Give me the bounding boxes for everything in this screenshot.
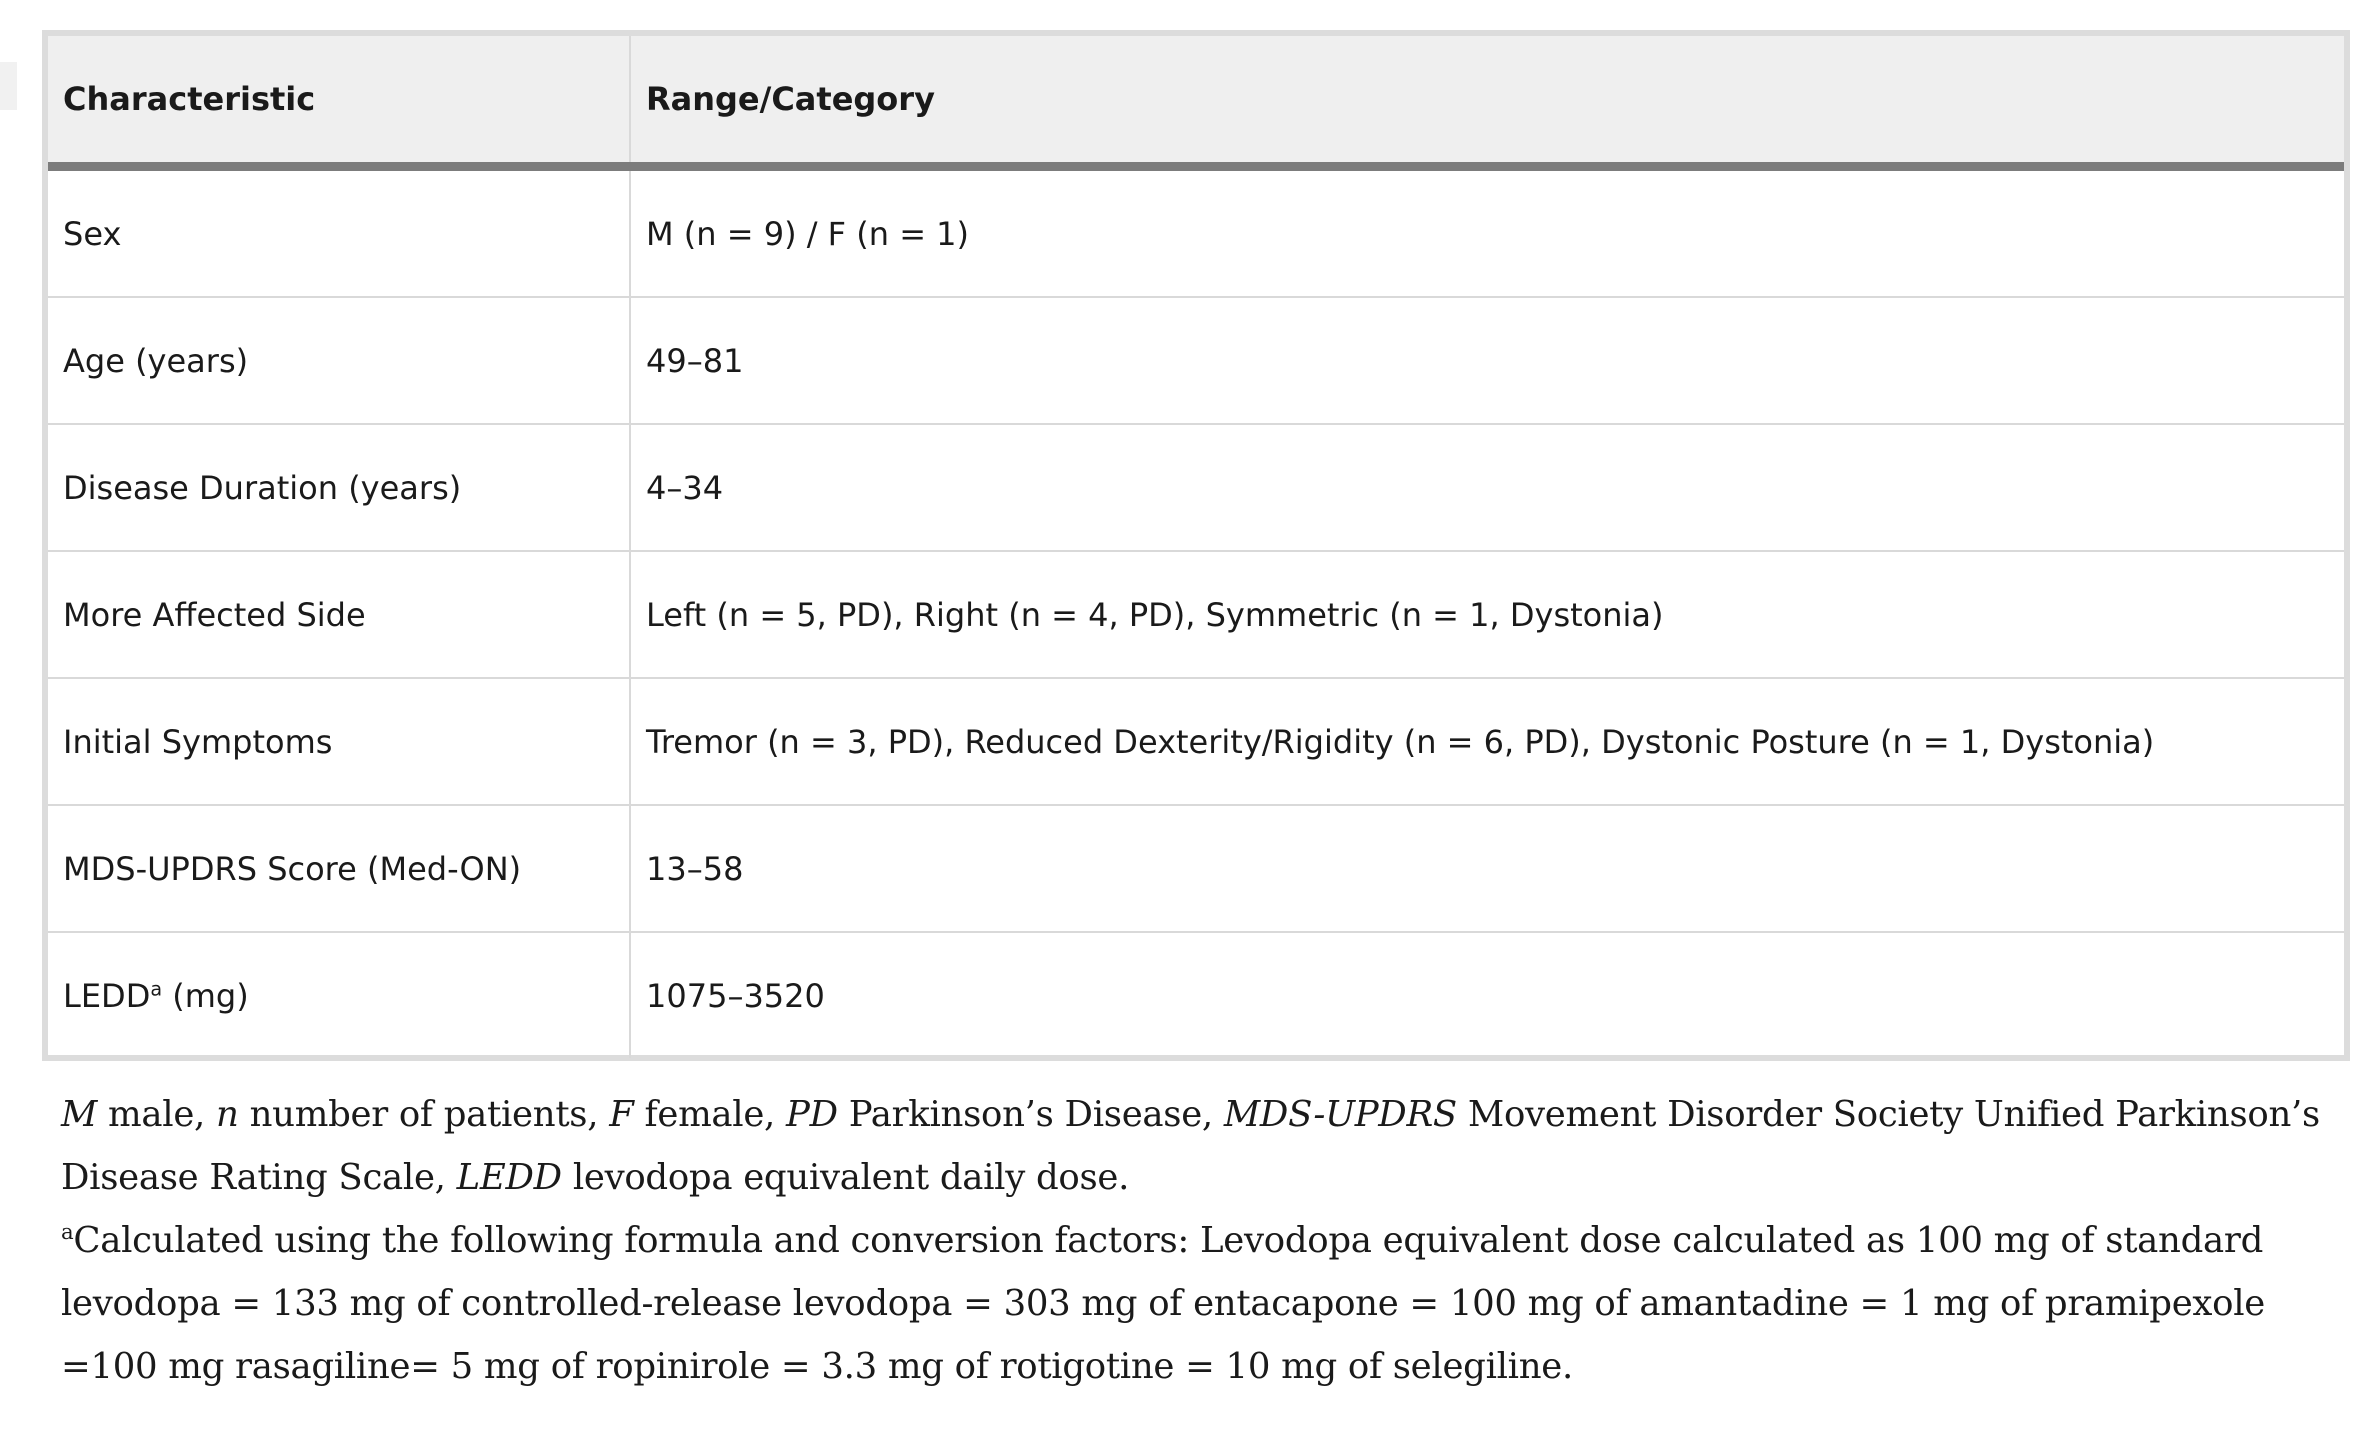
header-characteristic: Characteristic — [48, 36, 630, 167]
cell-characteristic — [48, 932, 630, 1058]
note-text: Calculated using the following formula and conversion factors: Levodopa equivalent dose calculated as 100 mg of standard levodopa = 133 mg of controlled-release levodopa = 303 mg of entacapone = 100 mg of amantadine = 1 mg of pramipexole =100 mg rasagiline= 5 mg of ropinirole = 3.3 mg of rotigotine = 10 mg of selegiline. — [61, 1220, 2265, 1387]
table-row — [48, 805, 2344, 932]
cell-characteristic: MDS-UPDRS Score (Med-ON) — [48, 805, 630, 932]
table-row — [48, 297, 2344, 424]
characteristics-table-container — [42, 30, 2350, 1061]
abbr-meaning: female, — [633, 1094, 787, 1135]
header-range-category: Range/Category — [630, 36, 2344, 167]
note-marker: a — [61, 1220, 74, 1246]
abbreviations-paragraph — [61, 1083, 2351, 1209]
cell-value: 49–81 — [630, 297, 2344, 424]
conversion-note — [61, 1209, 2351, 1398]
abbr-term: LEDD — [456, 1157, 562, 1198]
page-edge-marker — [0, 62, 17, 110]
cell-value: M (n = 9) / F (n = 1) — [630, 167, 2344, 298]
abbr-meaning: Parkinson’s Disease, — [837, 1094, 1224, 1135]
table-row — [48, 551, 2344, 678]
table-row — [48, 678, 2344, 805]
cell-value: 4–34 — [630, 424, 2344, 551]
cell-characteristic: Sex — [48, 167, 630, 298]
abbr-term: PD — [786, 1094, 838, 1135]
cell-value: Left (n = 5, PD), Right (n = 4, PD), Symmetric (n = 1, Dystonia) — [630, 551, 2344, 678]
table-row — [48, 424, 2344, 551]
abbr-term: n — [216, 1094, 239, 1135]
ledd-label: LEDD — [63, 976, 151, 1015]
abbr-term: F — [609, 1094, 634, 1135]
footnote-marker: a — [150, 976, 163, 1000]
table-row — [48, 167, 2344, 298]
table-header-row — [48, 36, 2344, 167]
abbr-meaning: number of patients, — [238, 1094, 610, 1135]
cell-value: 13–58 — [630, 805, 2344, 932]
ledd-unit: (mg) — [162, 976, 249, 1015]
cell-value: Tremor (n = 3, PD), Reduced Dexterity/Rigidity (n = 6, PD), Dystonic Posture (n = 1, Dystonia) — [630, 678, 2344, 805]
cell-characteristic: Age (years) — [48, 297, 630, 424]
abbr-meaning: levodopa equivalent daily dose. — [561, 1157, 1130, 1198]
abbr-term: MDS-UPDRS — [1223, 1094, 1457, 1135]
abbr-meaning: Movement Disorder Society Unified Parkinson’s Disease Rating Scale, — [61, 1094, 2320, 1198]
characteristics-table — [48, 36, 2344, 1058]
cell-value: 1075–3520 — [646, 976, 825, 1015]
cell-characteristic: More Affected Side — [48, 551, 630, 678]
table-row — [48, 932, 2344, 1058]
abbr-meaning: male, — [97, 1094, 217, 1135]
abbr-term: M — [61, 1094, 98, 1135]
table-footnote — [61, 1083, 2351, 1398]
cell-characteristic: Initial Symptoms — [48, 678, 630, 805]
cell-characteristic: Disease Duration (years) — [48, 424, 630, 551]
